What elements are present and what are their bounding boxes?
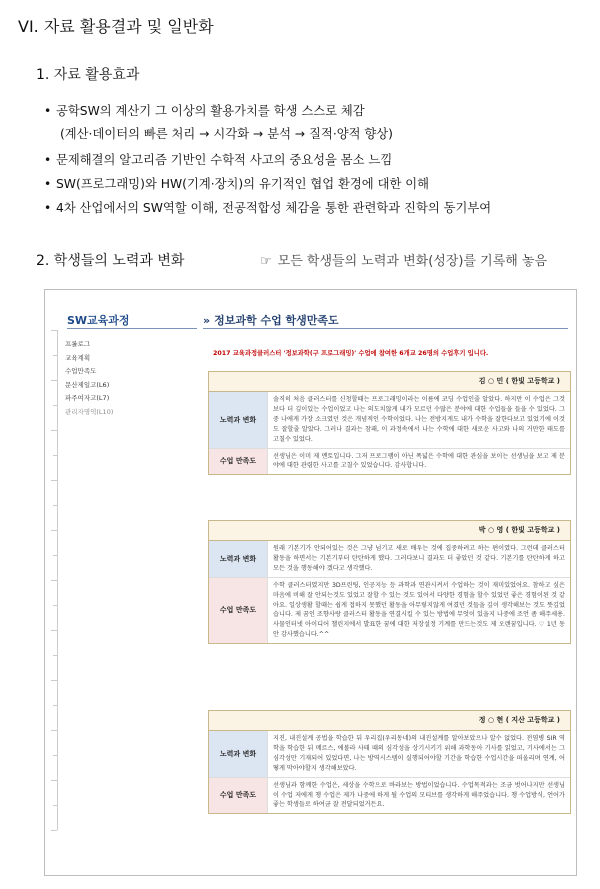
bullet-1: • 공학SW의 계산기 그 이상의 활용가치를 학생 스스로 체감 — [44, 104, 365, 118]
bullet-2: • 문제해결의 알고리즘 기반인 수학적 사고의 중요성을 몸소 느낌 — [44, 153, 393, 167]
bullet-1-sub: (계산·데이터의 빠른 처리 → 시각화 → 분석 → 질적·양적 향상) — [60, 127, 393, 141]
sidebar-item-admin[interactable]: 관리자명역(L10) — [65, 407, 114, 416]
sidebar-menu — [65, 338, 113, 419]
row-text: 수학 클러스터였지만 3D프린팅, 인공지능 등 과학과 연관시켜서 수업하는 것이 재미있었어요. 참하고 싶은 마음에 비해 잘 안되는것도 있었고 잘할 수 있는 것도 있어서 다양한 경험을 할수 있었던 좋은 경험이된 것 같아요. 일상생활 할때는 쉽게 접하지 못했던 활동을 아무렇지않게 여겼던 것들을 깊이 생각해보는 것도 뜻깊었습니다. 제 꿈인 조향사랑 클러스터 활동을 연결시킬 수 있는 방법에 무엇이 있을지 나중에 조언 좀 해주세용. 사물인터넷 아이디어 챌린지에서 발표한 꿈에 대한 저장설정 기계를 만드는것도 제 오랜꿈입니다. ♡ 1년 동안 감사했습니다.^^ — [273, 581, 565, 639]
intro-text: 2017 교육과정클러스터 '정보과학(구 프로그래밍)' 수업에 참여한 6개교 26명의 수업후기 입니다. — [213, 350, 489, 357]
review-row — [209, 541, 570, 578]
row-text: 솔직히 처음 클러스터를 신청할때는 프로그래밍이라는 이름에 코딩 수업인줄 알았다. 하지만 이 수업은 그것보다 더 깊이있는 수업이었고 나는 의도치않게 내가 모르던 수많은 분야에 대한 수업들을 들을 수 있었다. 그중 나에게 가장 소크였던 것은 개념적인 수학이었다. 나는 전방지게도 내가 수학을 잘한다보고 있었기에 이것도 잘할줄 알았다. 그러나 결과는 참패, 이 과정속에서 나는 수학에 대한 새로운 사고와 나의 거만한 태도를 고칠수 있었다. — [273, 396, 565, 443]
sidebar-item-satisfaction[interactable]: 수업만족도 — [65, 367, 97, 375]
review-row — [209, 392, 570, 449]
review-row — [209, 731, 570, 778]
section1-title: 1. 자료 활용효과 — [36, 67, 140, 83]
section-heading: VI. 자료 활용결과 및 일반화 — [18, 17, 214, 36]
sidebar-item-school-2[interactable]: 파주여자고(L7) — [65, 394, 110, 402]
row-label: 수업 만족도 — [209, 578, 268, 643]
review-card-3 — [208, 710, 571, 814]
row-text: 지진, 내진설계 공법을 학습한 뒤 우리집(우리동네)의 내진설계를 알아보았으나 알수 없었다. 전염병 SIR 역학을 학습한 뒤 메르스, 에볼라 사태 때의 심각성을 상기시키기 위해 과학동아 기사를 읽었고, 기사에서는 그 심각성만 기재되어 있었다면, 나는 방역시스템이 실행되어야할 기간을 학습한 수업시간을 떠올리며 연계, 어떻게 막아야할지 생각해보았다. — [273, 735, 565, 772]
bullet-4: • 4차 산업에서의 SW역할 이해, 전공적합성 체감을 통한 관련학과 진학의 동기부여 — [44, 201, 492, 215]
row-label: 수업 만족도 — [209, 449, 268, 475]
row-label: 수업 만족도 — [209, 778, 268, 814]
section2-note: ☞ 모든 학생들의 노력과 변화(성장)를 기록해 놓음 — [260, 254, 548, 269]
bullet-3: • SW(프로그래밍)와 HW(기계·장치)의 유기적인 협업 환경에 대한 이해 — [44, 177, 430, 191]
double-chevron-right-icon: » — [203, 314, 211, 327]
sidebar-item-plan[interactable]: 교육계획 — [65, 353, 91, 362]
embedded-screenshot — [44, 289, 577, 876]
review-row — [209, 578, 570, 643]
student-name: 정 ○ 현 ( 지산 고등학교 ) — [209, 711, 570, 731]
sidebar-item-school-1[interactable]: 문산제일고(L6) — [65, 380, 110, 389]
main-divider — [203, 328, 568, 329]
row-label: 노력과 변화 — [209, 731, 268, 777]
review-card-2 — [208, 520, 571, 644]
review-row — [209, 778, 570, 814]
student-name: 박 ○ 영 ( 한빛 고등학교 ) — [209, 521, 570, 541]
sidebar-title: SW교육과정 — [67, 314, 130, 327]
review-row — [209, 449, 570, 475]
review-card-1 — [208, 371, 571, 475]
row-text: 선생님과 함께한 수업은, 세상을 수학으로 바라보는 방법이었습니다. 수업목적과는 조금 벗어나지만 선생님이 수업 저에게 챙 수업은 제가 나중에 하게 될 수업의 모티브를 생각하게 해주었습니다. 챙 수업방식, 언어가 좋는 학생들로 하여금 잘 전달되었거든요. — [273, 781, 565, 809]
row-text: 선생님은 이미 제 멘토입니다. 그저 프로그램이 아닌 폭넓은 수학에 대한 관심을 보이는 선생님을 보고 제 분야에 대한 관렴한 사고를 고칠수 있었습니다. 감사합니다. — [273, 452, 565, 470]
pointing-hand-icon: ☞ — [260, 254, 272, 269]
sidebar-item-prologue[interactable]: 프롤로그 — [65, 340, 91, 348]
row-label: 노력과 변화 — [209, 541, 268, 577]
side-ruler — [49, 330, 58, 830]
main-title: » 정보과학 수업 학생만족도 — [203, 314, 339, 327]
row-text: 원래 기본기가 안되어있는 것은 그냥 넘기고 새로 배우는 것에 집중하려고 하는 편이였다. 그런데 클러스터 활동을 하면서는 기본기부터 탄탄하게 했다. 그러다보니 결과도 더 좋았던 것 같다. 기본기를 탄탄하게 하고 모든 것을 행동해야 겠다고 생각했다. — [273, 545, 565, 572]
student-name: 김 ○ 민 ( 한빛 고등학교 ) — [209, 372, 570, 392]
section2-title: 2. 학생들의 노력과 변화 — [36, 253, 185, 269]
sidebar-divider — [67, 328, 197, 329]
row-label: 노력과 변화 — [209, 392, 268, 448]
